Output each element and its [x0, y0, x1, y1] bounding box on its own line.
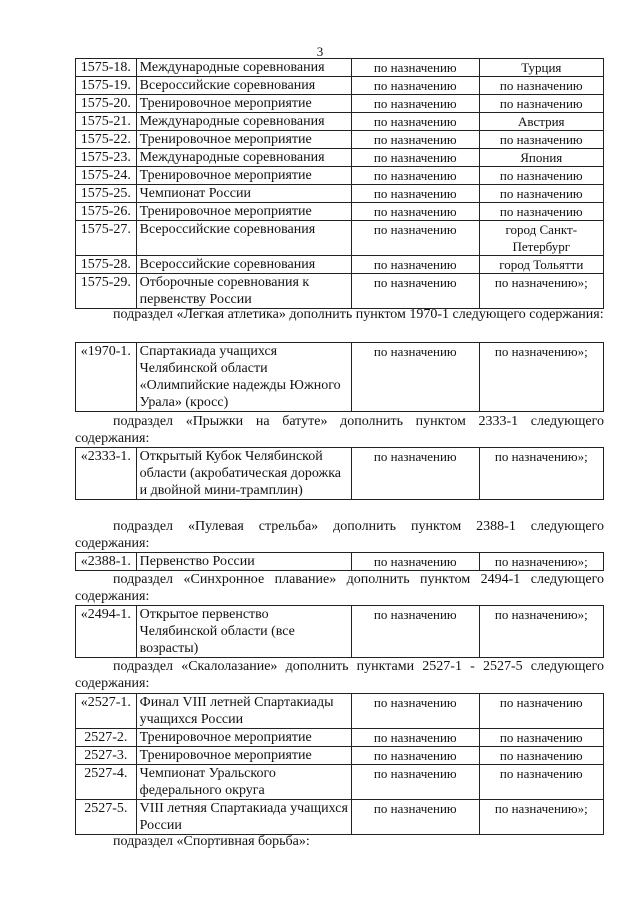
item-number: 1575-18. — [76, 59, 137, 77]
table-2388 — [75, 552, 604, 571]
table-row — [76, 167, 604, 185]
event-name: Международные соревнования — [136, 113, 351, 131]
event-participants: по назначению — [352, 149, 480, 167]
event-location: по назначению — [479, 747, 603, 765]
item-number: 1575-28. — [76, 256, 137, 274]
event-participants: по назначению — [352, 203, 480, 221]
event-location: город Санкт-Петербург — [479, 221, 603, 256]
event-name: VIII летняя Спартакиада учащихся России — [136, 800, 351, 835]
event-participants: по назначению — [352, 113, 480, 131]
event-name: Тренировочное мероприятие — [136, 747, 351, 765]
event-location: по назначению — [479, 203, 603, 221]
item-number: 1575-27. — [76, 221, 137, 256]
table-1970 — [75, 342, 604, 412]
event-name: Первенство России — [136, 553, 351, 571]
event-name: Всероссийские соревнования — [136, 221, 351, 256]
item-number: 1575-29. — [76, 274, 137, 309]
table-row — [76, 131, 604, 149]
table-row — [76, 113, 604, 131]
event-location: по назначению — [479, 765, 603, 800]
event-name: Всероссийские соревнования — [136, 77, 351, 95]
item-number: 1575-25. — [76, 185, 137, 203]
event-name: Международные соревнования — [136, 149, 351, 167]
event-name: Спартакиада учащихся Челябинской области «Олимпийские надежды Южного Урала» (кросс) — [136, 343, 351, 412]
paragraph-athletics: подраздел «Легкая атлетика» дополнить пунктом 1970-1 следующего содержания: — [113, 307, 604, 322]
event-participants: по назначению — [352, 747, 480, 765]
table-row — [76, 203, 604, 221]
item-number: 1575-19. — [76, 77, 137, 95]
event-location: по назначению — [479, 694, 603, 729]
event-location: по назначению»; — [479, 343, 603, 412]
paragraph-synchro: подраздел «Синхронное плавание» дополнить пунктом 2494-1 следующего содержания: — [75, 572, 604, 604]
event-name: Отборочные соревнования к первенству России — [136, 274, 351, 309]
table-row — [76, 221, 604, 256]
table-row — [76, 729, 604, 747]
event-participants: по назначению — [352, 343, 480, 412]
event-participants: по назначению — [352, 448, 480, 500]
event-participants: по назначению — [352, 59, 480, 77]
event-name: Чемпионат России — [136, 185, 351, 203]
item-number: 1575-20. — [76, 95, 137, 113]
page-number: 3 — [316, 44, 324, 59]
event-location: по назначению»; — [479, 274, 603, 309]
table-row — [76, 95, 604, 113]
event-participants: по назначению — [352, 77, 480, 95]
table-2494 — [75, 605, 604, 658]
item-number: «2333-1. — [76, 448, 137, 500]
event-name: Открытый Кубок Челябинской области (акробатическая дорожка и двойной мини-трамплин) — [136, 448, 351, 500]
paragraph-trampoline: подраздел «Прыжки на батуте» дополнить пунктом 2333-1 следующего содержания: — [75, 414, 604, 446]
item-number: 1575-26. — [76, 203, 137, 221]
event-name: Тренировочное мероприятие — [136, 95, 351, 113]
event-location: по назначению — [479, 167, 603, 185]
table-row — [76, 274, 604, 309]
table-row — [76, 77, 604, 95]
paragraph-wrestling: подраздел «Спортивная борьба»: — [113, 834, 310, 849]
event-participants: по назначению — [352, 606, 480, 658]
event-location: по назначению»; — [479, 448, 603, 500]
table-row — [76, 149, 604, 167]
table-row — [76, 800, 604, 835]
event-participants: по назначению — [352, 694, 480, 729]
item-number: «2527-1. — [76, 694, 137, 729]
event-name: Тренировочное мероприятие — [136, 167, 351, 185]
table-2527 — [75, 693, 604, 835]
table-row — [76, 448, 604, 500]
table-1575 — [75, 58, 604, 309]
event-participants: по назначению — [352, 131, 480, 149]
table-row — [76, 765, 604, 800]
event-participants: по назначению — [352, 553, 480, 571]
event-name: Открытое первенство Челябинской области (все возрасты) — [136, 606, 351, 658]
item-number: 1575-24. — [76, 167, 137, 185]
table-row — [76, 185, 604, 203]
event-name: Финал VIII летней Спартакиады учащихся России — [136, 694, 351, 729]
event-name: Тренировочное мероприятие — [136, 729, 351, 747]
event-participants: по назначению — [352, 95, 480, 113]
table-row — [76, 343, 604, 412]
item-number: «2494-1. — [76, 606, 137, 658]
event-participants: по назначению — [352, 167, 480, 185]
event-participants: по назначению — [352, 800, 480, 835]
event-name: Международные соревнования — [136, 59, 351, 77]
event-participants: по назначению — [352, 274, 480, 309]
table-2333 — [75, 447, 604, 500]
event-location: Австрия — [479, 113, 603, 131]
event-location: по назначению»; — [479, 606, 603, 658]
event-participants: по назначению — [352, 256, 480, 274]
event-location: по назначению — [479, 131, 603, 149]
table-row — [76, 606, 604, 658]
event-location: по назначению — [479, 95, 603, 113]
item-number: 2527-3. — [76, 747, 137, 765]
event-location: по назначению — [479, 729, 603, 747]
event-name: Тренировочное мероприятие — [136, 131, 351, 149]
event-participants: по назначению — [352, 729, 480, 747]
item-number: «2388-1. — [76, 553, 137, 571]
event-name: Всероссийские соревнования — [136, 256, 351, 274]
event-name: Тренировочное мероприятие — [136, 203, 351, 221]
event-participants: по назначению — [352, 185, 480, 203]
event-name: Чемпионат Уральского федерального округа — [136, 765, 351, 800]
table-row — [76, 553, 604, 571]
item-number: «1970-1. — [76, 343, 137, 412]
table-row — [76, 256, 604, 274]
item-number: 2527-5. — [76, 800, 137, 835]
event-participants: по назначению — [352, 765, 480, 800]
event-location: по назначению»; — [479, 553, 603, 571]
item-number: 2527-2. — [76, 729, 137, 747]
item-number: 2527-4. — [76, 765, 137, 800]
event-participants: по назначению — [352, 221, 480, 256]
event-location: Турция — [479, 59, 603, 77]
table-row — [76, 59, 604, 77]
paragraph-climbing: подраздел «Скалолазание» дополнить пунктами 2527-1 - 2527-5 следующего содержания: — [75, 659, 604, 691]
event-location: город Тольятти — [479, 256, 603, 274]
item-number: 1575-21. — [76, 113, 137, 131]
event-location: по назначению — [479, 77, 603, 95]
item-number: 1575-22. — [76, 131, 137, 149]
event-location: по назначению — [479, 185, 603, 203]
event-location: по назначению»; — [479, 800, 603, 835]
paragraph-shooting: подраздел «Пулевая стрельба» дополнить пунктом 2388-1 следующего содержания: — [75, 519, 604, 551]
table-row — [76, 747, 604, 765]
table-row — [76, 694, 604, 729]
item-number: 1575-23. — [76, 149, 137, 167]
event-location: Япония — [479, 149, 603, 167]
